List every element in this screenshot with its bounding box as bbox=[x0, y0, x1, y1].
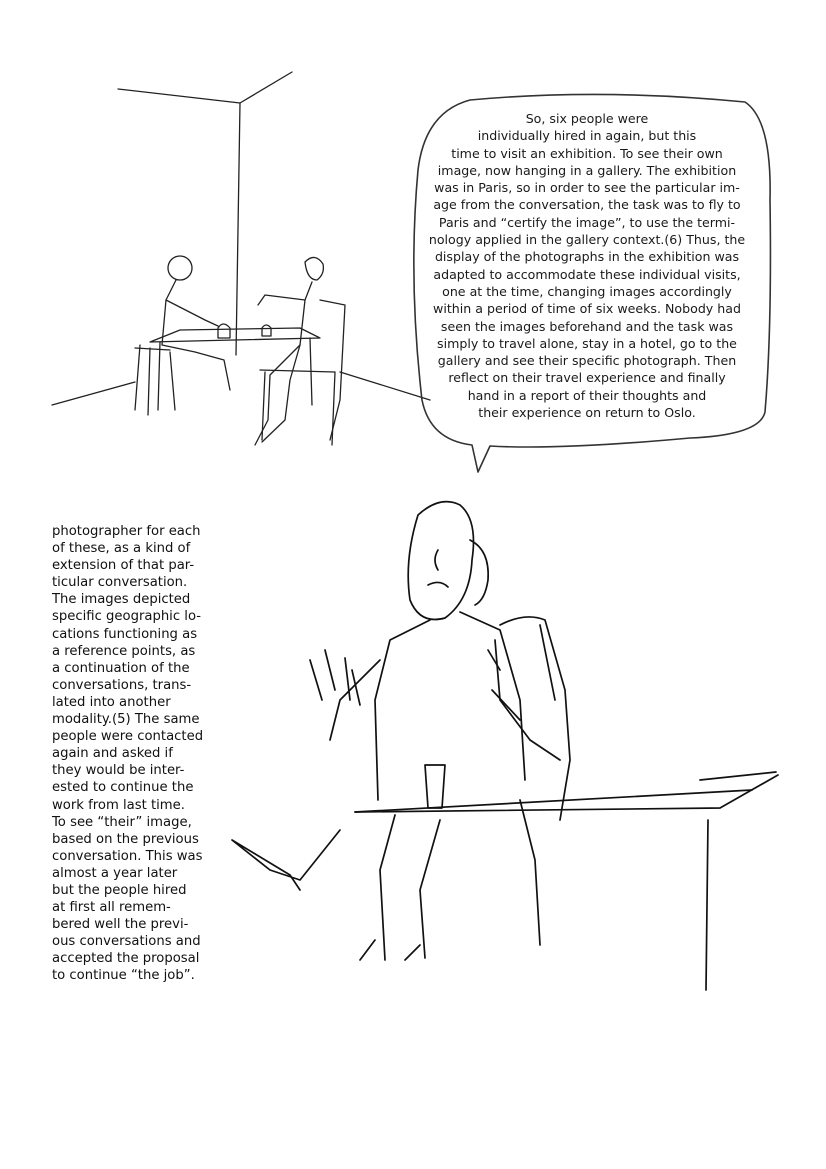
column-line: of these, as a kind of bbox=[52, 541, 191, 557]
column-line: ous conversations and bbox=[52, 934, 201, 950]
column-line: at first all remem- bbox=[52, 900, 171, 916]
column-line: extension of that par- bbox=[52, 558, 195, 574]
column-line: specific geographic lo- bbox=[52, 609, 202, 625]
column-line: people were contacted bbox=[52, 729, 204, 745]
bubble-line: was in Paris, so in order to see the particular im- bbox=[434, 180, 740, 196]
column-line: modality.(5) The same bbox=[52, 712, 200, 728]
column-line: bered well the previ- bbox=[52, 917, 189, 933]
column-line: cations functioning as bbox=[52, 626, 198, 642]
bubble-line: simply to travel alone, stay in a hotel, go to the bbox=[437, 335, 737, 351]
column-line: again and asked if bbox=[52, 746, 173, 762]
column-line: they would be inter- bbox=[52, 763, 185, 779]
column-line: a continuation of the bbox=[52, 660, 190, 676]
column-line: photographer for each bbox=[52, 524, 201, 539]
column-line: lated into another bbox=[52, 694, 171, 710]
bubble-line: So, six people were bbox=[525, 111, 649, 126]
bubble-line: hand in a report of their thoughts and bbox=[467, 387, 707, 403]
bubble-line: reflect on their travel experience and finally bbox=[448, 370, 726, 386]
column-line: To see “their” image, bbox=[52, 814, 192, 830]
bubble-line: nology applied in the gallery context.(6) Thus, the bbox=[428, 232, 746, 248]
bubble-line: Paris and “certify the image”, to use the termi- bbox=[438, 214, 736, 230]
bubble-line: display of the photographs in the exhibition was bbox=[434, 249, 740, 265]
column-line: conversations, trans- bbox=[52, 677, 192, 693]
bubble-line: within a period of time of six weeks. Nobody had bbox=[433, 301, 741, 317]
bubble-line: age from the conversation, the task was to fly to bbox=[433, 197, 741, 213]
column-line: a reference points, as bbox=[52, 643, 196, 659]
column-line: but the people hired bbox=[52, 882, 187, 898]
column-line: The images depicted bbox=[52, 592, 191, 608]
column-line: ested to continue the bbox=[52, 780, 194, 796]
bubble-line: image, now hanging in a gallery. The exhibition bbox=[437, 162, 737, 178]
bubble-line: gallery and see their specific photograph. Then bbox=[437, 353, 737, 369]
bubble-line: their experience on return to Oslo. bbox=[478, 405, 696, 421]
column-line: almost a year later bbox=[52, 865, 178, 881]
bubble-line: seen the images beforehand and the task was bbox=[440, 318, 734, 334]
column-paragraph bbox=[52, 523, 222, 985]
bubble-line: adapted to accommodate these individual visits, bbox=[433, 266, 741, 282]
bubble-line: individually hired in again, but this bbox=[477, 128, 697, 144]
column-line: work from last time. bbox=[52, 797, 185, 813]
bubble-line: time to visit an exhibition. To see their own bbox=[451, 145, 723, 161]
column-line: based on the previous bbox=[52, 831, 199, 847]
bubble-line: one at the time, changing images accordingly bbox=[442, 283, 732, 299]
column-line: ticular conversation. bbox=[52, 575, 188, 591]
column-line: conversation. This was bbox=[52, 848, 203, 864]
column-line: accepted the proposal bbox=[52, 951, 200, 967]
column-line: to continue “the job”. bbox=[52, 968, 195, 984]
